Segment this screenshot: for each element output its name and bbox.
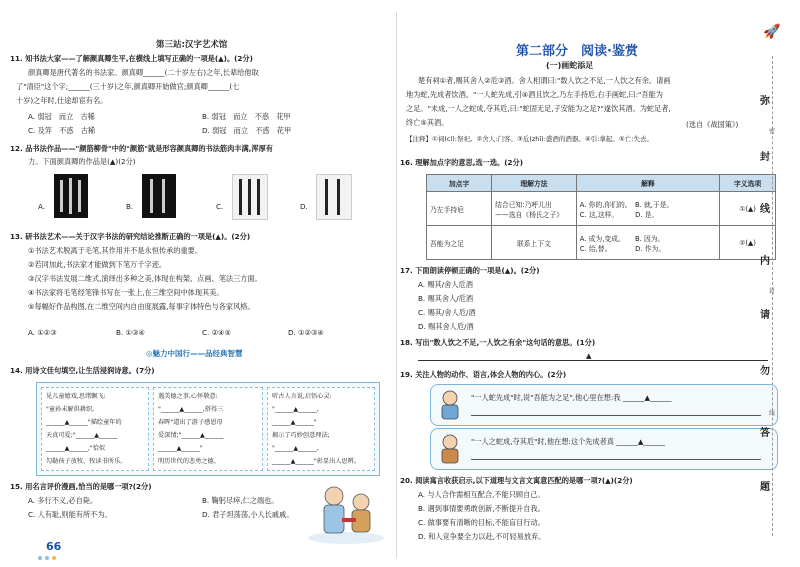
q13-item-1: ①书法艺术脱离于毛笔,其作用并不是永恒传承的重要。 — [28, 246, 203, 255]
q17-option-a[interactable]: A. 赐其/舍人卮酒 — [418, 280, 473, 289]
calligraphy-image-b[interactable] — [142, 174, 176, 218]
q16-stem: 16. 理解加点字的意思,选一选。(2分) — [400, 158, 523, 167]
q12-label-a[interactable]: A. — [38, 202, 46, 211]
q15-option-b[interactable]: B. 鞠躬尽瘁,仁之端也。 — [202, 496, 279, 505]
margin-char-6: 勿 — [760, 366, 770, 377]
q12-label-b[interactable]: B. — [126, 202, 134, 211]
q19-bubble-2 — [430, 428, 778, 470]
station-title: 第三站:汉字艺术馆 — [156, 40, 228, 50]
q13-item-5: ⑤每幅好作品构图,在二维空间内自由度展露,每事字体特色与各家风格。 — [28, 302, 255, 311]
q19-bubble-2-line[interactable] — [471, 459, 761, 460]
q16-header-explain: 解释 — [576, 175, 719, 192]
q20-option-d[interactable]: D. 和人竞争要全力以赴,不可轻易放弃。 — [418, 532, 546, 541]
reading-subtitle: (一)画蛇添足 — [546, 61, 594, 70]
q15-option-d[interactable]: D. 君子坦荡荡,小人长戚戚。 — [202, 510, 294, 519]
q11-passage-line2: 了"清臣"这个字;______(三十岁)之年,颜真卿开始做官;颜真卿______(七 — [16, 82, 240, 91]
left-page — [6, 0, 394, 566]
q16-row1-explain: A. 你的,你们的。 B. 就,于是。 C. 这,这样。 D. 是。 — [576, 192, 719, 226]
section-banner: ◎魅力中国行——品经典智慧 — [146, 349, 243, 358]
q16-table — [426, 174, 776, 260]
q12-label-c[interactable]: C. — [216, 202, 224, 211]
margin-char-1: 弥 — [760, 96, 770, 107]
passage-line-2: 地为蛇,先成者饮酒。"一人蛇先成,引④酒且饮之,乃左手持卮,右手画蛇,曰:"吾能为 — [406, 90, 663, 99]
passage-line-1: 楚有祠①者,赐其舍人②卮③酒。舍人相谓曰:"数人饮之不足,一人饮之有余。请画 — [418, 76, 671, 85]
q14-column-2: 遇美德之事,心怀敬意: "______▲______,搭得三 春晖"道出了游子感恩母 爱深情;"______▲______ ______▲______" 明历世代的悲勇之德。 — [153, 387, 263, 471]
q13-item-2: ②若同加此,书法家才能做到下笔万千字迹。 — [28, 260, 167, 269]
margin-char-7: 答 — [760, 428, 770, 439]
margin-char-5: 请 — [760, 310, 770, 321]
q12-label-d[interactable]: D. — [300, 202, 308, 211]
q14-fill-box — [36, 382, 380, 476]
q14-column-3: 听古人言说,启悟心灵: "______▲______, ______▲______" 揭示了巧妙创意理法; "______▲______, ______▲______"彰显出人思辨。 — [267, 387, 375, 471]
q13-item-4: ④书法家将毛笔经笔锋书写在一张上,在三维空间中体现其美。 — [28, 288, 224, 297]
passage-line-4: 终亡⑤其酒。 — [406, 118, 449, 127]
q16-header-word: 加点字 — [427, 175, 492, 192]
q11-passage-line1: 颜真卿是唐代著名的书法家。颜真卿______(二十岁左右)之年,长辈给他取 — [28, 68, 259, 77]
q15-stem: 15. 用名言评价漫画,恰当的是哪一项?(2分) — [10, 482, 152, 491]
part-title: 第二部分 阅读·鉴赏 — [516, 44, 638, 59]
q20-option-a[interactable]: A. 与人合作需相互配合,不能只顾自己。 — [418, 490, 545, 499]
q14-stem: 14. 用诗文佳句填空,让生活浸润诗意。(7分) — [10, 366, 155, 375]
q20-option-b[interactable]: B. 遇到事情要勇敢创新,不断提升自我。 — [418, 504, 545, 513]
q17-option-b[interactable]: B. 赐其舍人/卮酒 — [418, 294, 474, 303]
q12-stem-line2: 力。下面颜真卿的作品是(▲)(2分) — [28, 157, 136, 166]
q19-bubble-1-text[interactable]: "一人蛇先成"时,说"吾能为之足",他心里在想:我 ______▲______ — [471, 393, 672, 402]
q14-column-1: 见儿童嬉戏,思绪飘飞: "童孙未解供耕织, ______▲______"描绘童年的 天真可爱;"______▲______ ______▲______,"恰似 勾勒孩子放牧、牧读书所乐。 — [41, 387, 149, 471]
q13-option-a[interactable]: A. ①②③ — [28, 328, 57, 337]
q18-answer-line[interactable] — [418, 360, 768, 361]
q12-stem-line1: 12. 品书法作品——"颜筋柳骨"中的"颜筋"就是形容颜真卿的书法筋肉丰满,浑厚有 — [10, 144, 273, 153]
q16-row1-answer[interactable]: ①(▲) — [720, 192, 776, 226]
q13-option-b[interactable]: B. ①③④ — [116, 328, 145, 337]
margin-small-1: 密 — [768, 128, 775, 135]
character-icon — [437, 433, 463, 465]
q16-row1-method: 结合已知:乃呼儿出 ——选自《杨氏之子》 — [492, 192, 577, 226]
margin-char-8: 题 — [760, 482, 770, 493]
q17-stem: 17. 下面朗读停顿正确的一项是(▲)。(2分) — [400, 266, 540, 275]
q16-row2-explain: A. 成为,变成。 B. 因为。 C. 给,替。 D. 作为。 — [576, 226, 719, 260]
q16-row2-method: 联系上下文 — [492, 226, 577, 260]
q11-option-c[interactable]: C. 及笄 不惑 古稀 — [28, 126, 96, 135]
calligraphy-image-c[interactable] — [232, 174, 268, 220]
q13-stem: 13. 研书法艺术——关于汉字书法的研究结论推断正确的一项是(▲)。(2分) — [10, 232, 251, 241]
margin-char-2: 封 — [760, 152, 770, 163]
margin-char-4: 内 — [760, 256, 770, 267]
q16-row2-word: 吾能为之足 — [427, 226, 492, 260]
q19-bubble-2-text[interactable]: "一人之蛇成,夺其卮"时,他在想:这个先成者真 ______▲______ — [471, 437, 665, 446]
right-page — [396, 0, 784, 566]
passage-source: (选自《战国策》) — [686, 120, 739, 129]
q13-option-d[interactable]: D. ①②③④ — [288, 328, 324, 337]
q18-stem: 18. 写出"数人饮之不足,一人饮之有余"这句话的意思。(1分) — [400, 338, 596, 347]
q11-option-d[interactable]: D. 弱冠 而立 不惑 花甲 — [202, 126, 292, 135]
q19-stem: 19. 关注人物的动作、语言,体会人物的内心。(2分) — [400, 370, 567, 379]
margin-char-3: 线 — [760, 204, 770, 215]
character-icon — [437, 389, 463, 421]
q13-item-3: ③汉字书法发展二维式,演绎出多种之美,体现在构架、点画、笔法三方面。 — [28, 274, 262, 283]
q16-header-method: 理解方法 — [492, 175, 577, 192]
q13-option-c[interactable]: C. ②④⑤ — [202, 328, 231, 337]
q16-header-answer: 字义选项 — [720, 175, 776, 192]
passage-notes: 【注释】①祠(cí):祭祀。②舍人:门客。③卮(zhī):盛酒的酒器。④引:拿起。⑤亡:失去。 — [406, 135, 653, 143]
calligraphy-image-d[interactable] — [316, 174, 352, 220]
q11-option-b[interactable]: B. 弱冠 而立 不惑 花甲 — [202, 112, 291, 121]
calligraphy-image-a[interactable] — [54, 174, 88, 218]
cartoon-illustration — [306, 480, 386, 546]
q20-option-c[interactable]: C. 做事要有清晰的目标,不能盲目行动。 — [418, 518, 545, 527]
q16-row2-answer[interactable]: ②(▲) — [720, 226, 776, 260]
page-number: 66 — [46, 540, 62, 553]
margin-small-2: 封 — [768, 288, 775, 295]
q18-answer-mark: ▲ — [586, 351, 592, 360]
q15-option-c[interactable]: C. 人有耻,则能有所不为。 — [28, 510, 112, 519]
q16-row1-word: 乃左手持卮 — [427, 192, 492, 226]
q17-option-d[interactable]: D. 赐其舍人卮/酒 — [418, 322, 474, 331]
q20-stem: 20. 阅读寓言收获启示,以下道理与文言文寓意匹配的是哪一项?(▲)(2分) — [400, 476, 633, 485]
passage-line-3: 之足。"未成,一人之蛇成,夺其卮,曰:"蛇固无足,子安能为之足?"遂饮其酒。为蛇足者, — [406, 104, 671, 113]
q11-stem: 11. 知书法大家——了解颜真卿生平,在横线上填写正确的一项是(▲)。(2分) — [10, 54, 253, 63]
rocket-icon: 🚀 — [763, 24, 781, 40]
q19-bubble-1-line[interactable] — [471, 415, 761, 416]
q19-bubble-1 — [430, 384, 778, 426]
margin-small-3: 线 — [768, 410, 775, 417]
q17-option-c[interactable]: C. 赐其/舍人卮/酒 — [418, 308, 476, 317]
q11-option-a[interactable]: A. 弱冠 而立 古稀 — [28, 112, 95, 121]
q15-option-a[interactable]: A. 多行不义,必自毙。 — [28, 496, 98, 505]
q11-passage-line3: 十岁)之年时,仕途却宦有名。 — [16, 96, 108, 105]
